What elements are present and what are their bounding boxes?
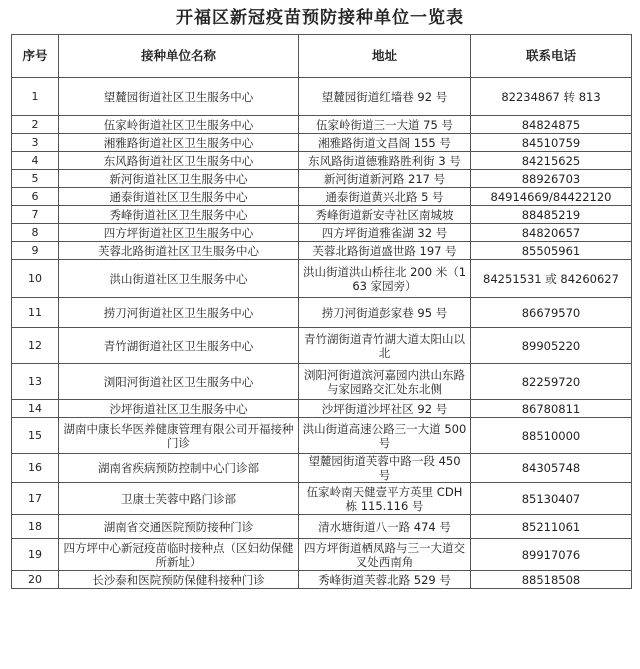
cell-name: 通泰街道社区卫生服务中心 — [59, 188, 299, 206]
cell-address: 捞刀河街道彭家巷 95 号 — [299, 298, 471, 328]
cell-name: 东风路街道社区卫生服务中心 — [59, 152, 299, 170]
cell-name: 湖南省交通医院预防接种门诊 — [59, 515, 299, 539]
cell-phone: 85505961 — [471, 242, 632, 260]
cell-name: 卫康士芙蓉中路门诊部 — [59, 483, 299, 515]
table-row — [12, 78, 632, 116]
table-row — [12, 224, 632, 242]
header-seq: 序号 — [12, 35, 59, 78]
table-row — [12, 242, 632, 260]
cell-address: 新河街道新河路 217 号 — [299, 170, 471, 188]
cell-phone: 85211061 — [471, 515, 632, 539]
table-row — [12, 134, 632, 152]
cell-address: 秀峰街道芙蓉北路 529 号 — [299, 571, 471, 589]
cell-name: 新河街道社区卫生服务中心 — [59, 170, 299, 188]
cell-name: 洪山街道社区卫生服务中心 — [59, 260, 299, 298]
cell-seq: 2 — [12, 116, 59, 134]
table-row — [12, 454, 632, 483]
cell-address: 洪山街道洪山桥往北 200 米（163 家园旁） — [299, 260, 471, 298]
table-row — [12, 418, 632, 454]
table-row — [12, 483, 632, 515]
header-address: 地址 — [299, 35, 471, 78]
table-row — [12, 260, 632, 298]
cell-seq: 11 — [12, 298, 59, 328]
cell-seq: 6 — [12, 188, 59, 206]
cell-name: 捞刀河街道社区卫生服务中心 — [59, 298, 299, 328]
cell-address: 清水塘街道八一路 474 号 — [299, 515, 471, 539]
table-row — [12, 188, 632, 206]
header-name: 接种单位名称 — [59, 35, 299, 78]
cell-name: 沙坪街道社区卫生服务中心 — [59, 400, 299, 418]
cell-address: 通泰街道黄兴北路 5 号 — [299, 188, 471, 206]
cell-address: 青竹湖街道青竹湖大道太阳山以北 — [299, 328, 471, 364]
page-title: 开福区新冠疫苗预防接种单位一览表 — [176, 8, 464, 28]
cell-name: 湘雅路街道社区卫生服务中心 — [59, 134, 299, 152]
cell-name: 四方坪中心新冠疫苗临时接种点（区妇幼保健所新址） — [59, 539, 299, 571]
table-row — [12, 206, 632, 224]
cell-phone: 86679570 — [471, 298, 632, 328]
cell-phone: 86780811 — [471, 400, 632, 418]
cell-seq: 16 — [12, 454, 59, 483]
table-row — [12, 364, 632, 400]
cell-phone: 84251531 或 84260627 — [471, 260, 632, 298]
cell-phone: 85130407 — [471, 483, 632, 515]
cell-seq: 17 — [12, 483, 59, 515]
cell-seq: 1 — [12, 78, 59, 116]
cell-name: 秀峰街道社区卫生服务中心 — [59, 206, 299, 224]
cell-name: 望麓园街道社区卫生服务中心 — [59, 78, 299, 116]
cell-name: 四方坪街道社区卫生服务中心 — [59, 224, 299, 242]
cell-seq: 8 — [12, 224, 59, 242]
cell-phone: 84914669/84422120 — [471, 188, 632, 206]
table-row — [12, 571, 632, 589]
cell-phone: 82234867 转 813 — [471, 78, 632, 116]
cell-address: 湘雅路街道文昌阁 155 号 — [299, 134, 471, 152]
cell-name: 浏阳河街道社区卫生服务中心 — [59, 364, 299, 400]
cell-phone: 84820657 — [471, 224, 632, 242]
cell-address: 伍家岭南天健壹平方英里 CDH 栋 115.116 号 — [299, 483, 471, 515]
cell-seq: 12 — [12, 328, 59, 364]
table-row — [12, 400, 632, 418]
cell-seq: 20 — [12, 571, 59, 589]
cell-phone: 88926703 — [471, 170, 632, 188]
table-row — [12, 298, 632, 328]
table-row — [12, 116, 632, 134]
cell-phone: 89905220 — [471, 328, 632, 364]
cell-phone: 84510759 — [471, 134, 632, 152]
table-row — [12, 328, 632, 364]
cell-phone: 88485219 — [471, 206, 632, 224]
cell-name: 湖南省疾病预防控制中心门诊部 — [59, 454, 299, 483]
cell-address: 秀峰街道新安寺社区南城坡 — [299, 206, 471, 224]
table-row — [12, 170, 632, 188]
cell-phone: 82259720 — [471, 364, 632, 400]
cell-seq: 19 — [12, 539, 59, 571]
cell-phone: 88518508 — [471, 571, 632, 589]
table-row — [12, 515, 632, 539]
cell-address: 四方坪街道栖凤路与三一大道交叉处西南角 — [299, 539, 471, 571]
cell-name: 芙蓉北路街道社区卫生服务中心 — [59, 242, 299, 260]
cell-seq: 15 — [12, 418, 59, 454]
cell-address: 东风路街道德雅路胜利街 3 号 — [299, 152, 471, 170]
cell-address: 望麓园街道芙蓉中路一段 450 号 — [299, 454, 471, 483]
cell-seq: 5 — [12, 170, 59, 188]
cell-seq: 7 — [12, 206, 59, 224]
table-row — [12, 539, 632, 571]
cell-phone: 88510000 — [471, 418, 632, 454]
cell-name: 湖南中康长华医养健康管理有限公司开福接种门诊 — [59, 418, 299, 454]
cell-address: 浏阳河街道滨河嘉园内洪山东路与家园路交汇处东北侧 — [299, 364, 471, 400]
cell-address: 望麓园街道红墙巷 92 号 — [299, 78, 471, 116]
cell-phone: 84824875 — [471, 116, 632, 134]
cell-seq: 9 — [12, 242, 59, 260]
header-phone: 联系电话 — [471, 35, 632, 78]
cell-address: 四方坪街道雅雀湖 32 号 — [299, 224, 471, 242]
cell-address: 沙坪街道沙坪社区 92 号 — [299, 400, 471, 418]
table-header-row — [12, 35, 632, 78]
cell-address: 伍家岭街道三一大道 75 号 — [299, 116, 471, 134]
cell-phone: 84305748 — [471, 454, 632, 483]
cell-address: 芙蓉北路街道盛世路 197 号 — [299, 242, 471, 260]
cell-seq: 18 — [12, 515, 59, 539]
cell-name: 长沙泰和医院预防保健科接种门诊 — [59, 571, 299, 589]
cell-seq: 3 — [12, 134, 59, 152]
vaccination-sites-table — [11, 34, 632, 589]
cell-seq: 10 — [12, 260, 59, 298]
cell-seq: 13 — [12, 364, 59, 400]
table-row — [12, 152, 632, 170]
cell-seq: 4 — [12, 152, 59, 170]
cell-seq: 14 — [12, 400, 59, 418]
cell-address: 洪山街道高速公路三一大道 500 号 — [299, 418, 471, 454]
cell-name: 伍家岭街道社区卫生服务中心 — [59, 116, 299, 134]
cell-phone: 89917076 — [471, 539, 632, 571]
cell-phone: 84215625 — [471, 152, 632, 170]
cell-name: 青竹湖街道社区卫生服务中心 — [59, 328, 299, 364]
